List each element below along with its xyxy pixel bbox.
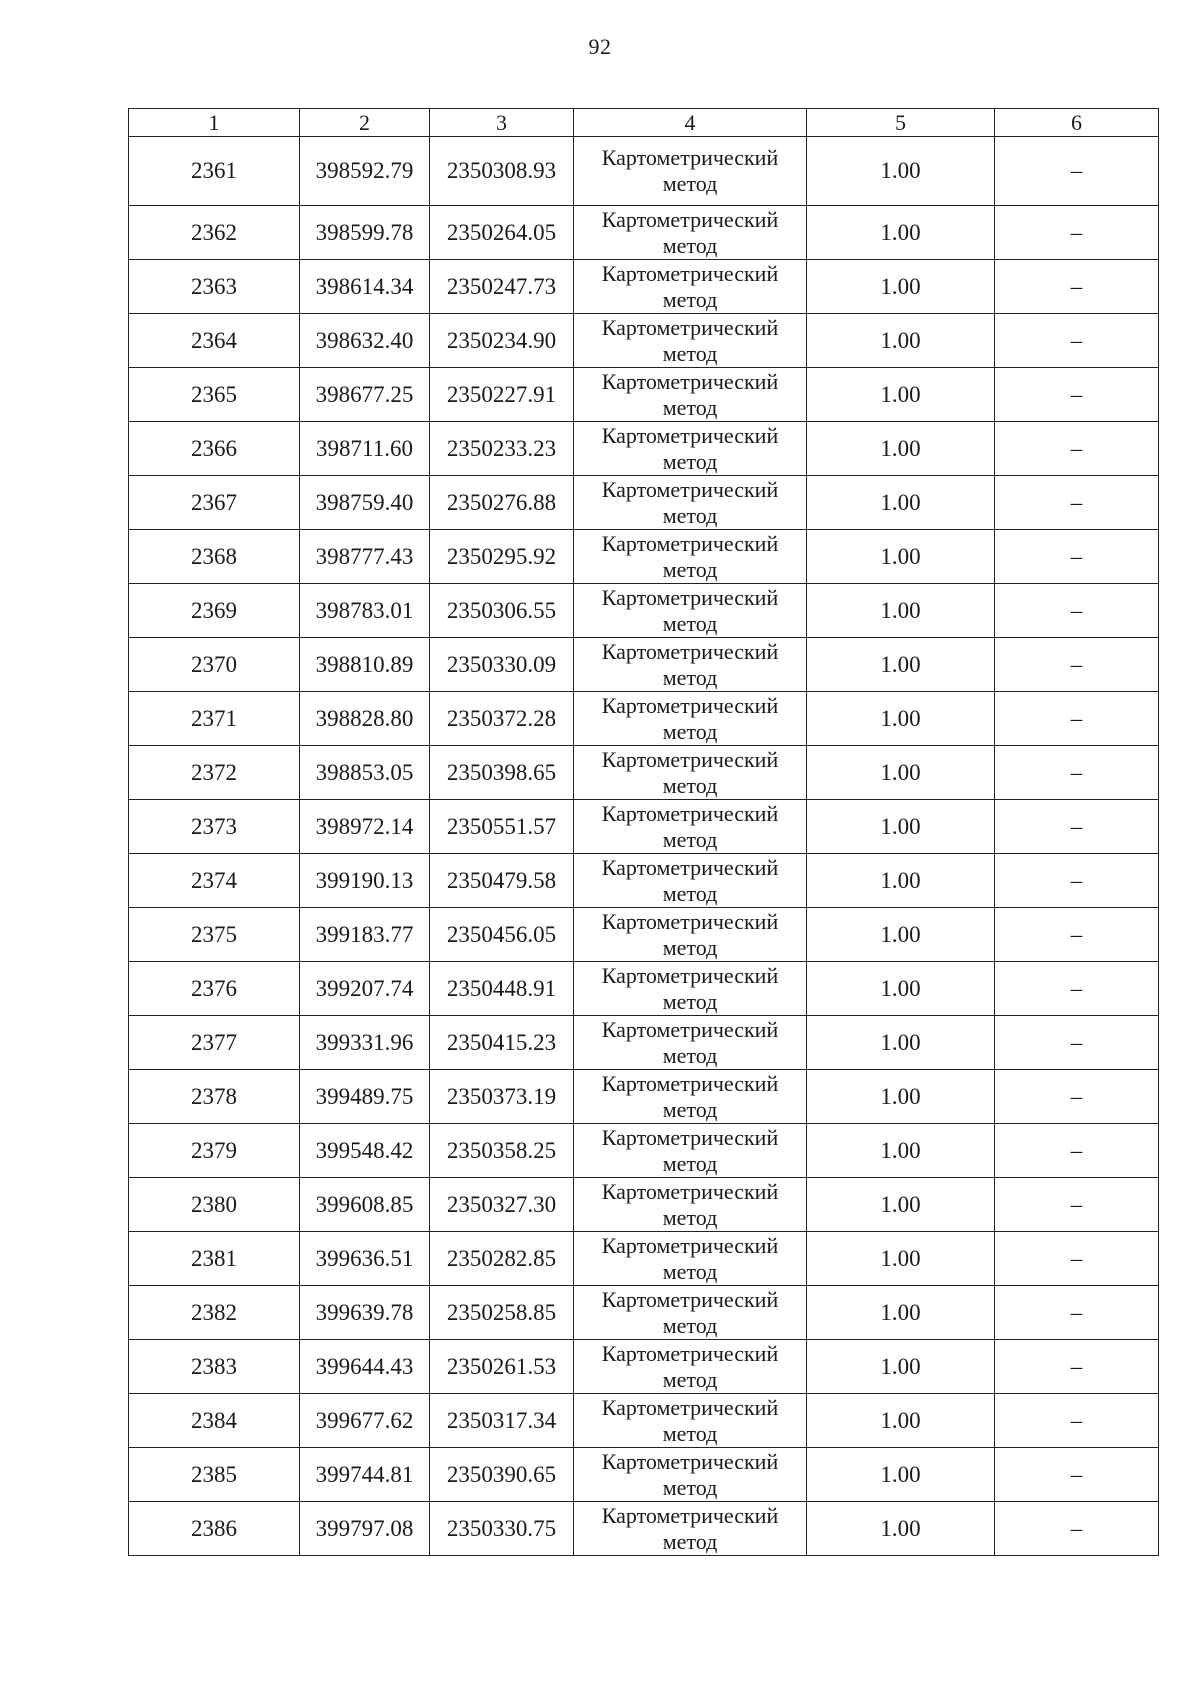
note-cell: – — [995, 1340, 1159, 1394]
method-line-1: Картометрический — [601, 962, 779, 988]
method-line-1: Картометрический — [601, 854, 779, 880]
accuracy-cell: 1.00 — [807, 260, 995, 314]
x-coordinate-cell: 399183.77 — [300, 908, 430, 962]
method-cell — [574, 260, 807, 314]
method-line-1: Картометрический — [601, 1178, 779, 1204]
method-cell — [574, 1448, 807, 1502]
note-cell: – — [995, 1070, 1159, 1124]
method-cell — [574, 962, 807, 1016]
table-row — [129, 1394, 1159, 1448]
x-coordinate-cell: 399489.75 — [300, 1070, 430, 1124]
method-cell — [574, 476, 807, 530]
method-line-1: Картометрический — [601, 368, 779, 394]
y-coordinate-cell: 2350295.92 — [430, 530, 574, 584]
table-row — [129, 1016, 1159, 1070]
point-number-cell: 2378 — [129, 1070, 300, 1124]
y-coordinate-cell: 2350456.05 — [430, 908, 574, 962]
y-coordinate-cell: 2350234.90 — [430, 314, 574, 368]
method-line-2: метод — [662, 1042, 718, 1068]
accuracy-cell: 1.00 — [807, 1394, 995, 1448]
y-coordinate-cell: 2350247.73 — [430, 260, 574, 314]
y-coordinate-cell: 2350448.91 — [430, 962, 574, 1016]
note-cell: – — [995, 314, 1159, 368]
method-line-2: метод — [662, 1204, 718, 1230]
x-coordinate-cell: 398972.14 — [300, 800, 430, 854]
x-coordinate-cell: 398777.43 — [300, 530, 430, 584]
method-line-1: Картометрический — [601, 314, 779, 340]
x-coordinate-cell: 398677.25 — [300, 368, 430, 422]
method-line-2: метод — [662, 1366, 718, 1392]
method-line-1: Картометрический — [601, 1340, 779, 1366]
coordinates-table — [128, 108, 1159, 1556]
table-row — [129, 746, 1159, 800]
method-line-1: Картометрический — [601, 1124, 779, 1150]
x-coordinate-cell: 399677.62 — [300, 1394, 430, 1448]
table-row — [129, 638, 1159, 692]
accuracy-cell: 1.00 — [807, 1016, 995, 1070]
table-row — [129, 1070, 1159, 1124]
method-line-1: Картометрический — [601, 1448, 779, 1474]
x-coordinate-cell: 399190.13 — [300, 854, 430, 908]
x-coordinate-cell: 399639.78 — [300, 1286, 430, 1340]
accuracy-cell: 1.00 — [807, 800, 995, 854]
accuracy-cell: 1.00 — [807, 692, 995, 746]
table-row — [129, 1502, 1159, 1556]
note-cell: – — [995, 692, 1159, 746]
point-number-cell: 2361 — [129, 137, 300, 206]
method-cell — [574, 1502, 807, 1556]
y-coordinate-cell: 2350479.58 — [430, 854, 574, 908]
method-cell — [574, 206, 807, 260]
method-line-1: Картометрический — [601, 746, 779, 772]
y-coordinate-cell: 2350282.85 — [430, 1232, 574, 1286]
y-coordinate-cell: 2350306.55 — [430, 584, 574, 638]
method-line-2: метод — [662, 1420, 718, 1446]
point-number-cell: 2372 — [129, 746, 300, 800]
point-number-cell: 2377 — [129, 1016, 300, 1070]
x-coordinate-cell: 398592.79 — [300, 137, 430, 206]
method-line-2: метод — [662, 664, 718, 690]
note-cell: – — [995, 206, 1159, 260]
method-line-2: метод — [662, 610, 718, 636]
accuracy-cell: 1.00 — [807, 314, 995, 368]
note-cell: – — [995, 746, 1159, 800]
method-line-1: Картометрический — [601, 476, 779, 502]
method-line-1: Картометрический — [601, 145, 779, 170]
method-line-1: Картометрический — [601, 1286, 779, 1312]
y-coordinate-cell: 2350373.19 — [430, 1070, 574, 1124]
accuracy-cell: 1.00 — [807, 476, 995, 530]
x-coordinate-cell: 399797.08 — [300, 1502, 430, 1556]
point-number-cell: 2386 — [129, 1502, 300, 1556]
method-line-2: метод — [662, 556, 718, 582]
method-cell — [574, 1178, 807, 1232]
table-row — [129, 800, 1159, 854]
method-cell — [574, 638, 807, 692]
method-line-2: метод — [662, 1096, 718, 1122]
method-line-1: Картометрический — [601, 908, 779, 934]
point-number-cell: 2368 — [129, 530, 300, 584]
method-cell — [574, 584, 807, 638]
header-col-5: 5 — [807, 109, 995, 137]
y-coordinate-cell: 2350358.25 — [430, 1124, 574, 1178]
table-row — [129, 422, 1159, 476]
method-line-2: метод — [662, 934, 718, 960]
note-cell: – — [995, 1448, 1159, 1502]
method-cell — [574, 1394, 807, 1448]
point-number-cell: 2371 — [129, 692, 300, 746]
table-row — [129, 1448, 1159, 1502]
note-cell: – — [995, 476, 1159, 530]
header-row — [129, 109, 1159, 137]
point-number-cell: 2369 — [129, 584, 300, 638]
accuracy-cell: 1.00 — [807, 638, 995, 692]
y-coordinate-cell: 2350233.23 — [430, 422, 574, 476]
method-cell — [574, 1124, 807, 1178]
table-row — [129, 1286, 1159, 1340]
method-line-1: Картометрический — [601, 1016, 779, 1042]
method-cell — [574, 854, 807, 908]
table-row — [129, 476, 1159, 530]
x-coordinate-cell: 398759.40 — [300, 476, 430, 530]
point-number-cell: 2362 — [129, 206, 300, 260]
y-coordinate-cell: 2350398.65 — [430, 746, 574, 800]
method-line-2: метод — [662, 340, 718, 366]
y-coordinate-cell: 2350261.53 — [430, 1340, 574, 1394]
method-line-2: метод — [662, 826, 718, 852]
accuracy-cell: 1.00 — [807, 1502, 995, 1556]
accuracy-cell: 1.00 — [807, 1448, 995, 1502]
point-number-cell: 2385 — [129, 1448, 300, 1502]
x-coordinate-cell: 398828.80 — [300, 692, 430, 746]
note-cell: – — [995, 530, 1159, 584]
method-line-1: Картометрический — [601, 800, 779, 826]
point-number-cell: 2384 — [129, 1394, 300, 1448]
method-cell — [574, 530, 807, 584]
table-body — [129, 137, 1159, 1556]
table-row — [129, 314, 1159, 368]
accuracy-cell: 1.00 — [807, 1340, 995, 1394]
y-coordinate-cell: 2350330.75 — [430, 1502, 574, 1556]
accuracy-cell: 1.00 — [807, 422, 995, 476]
x-coordinate-cell: 399207.74 — [300, 962, 430, 1016]
x-coordinate-cell: 399744.81 — [300, 1448, 430, 1502]
point-number-cell: 2380 — [129, 1178, 300, 1232]
accuracy-cell: 1.00 — [807, 1070, 995, 1124]
method-cell — [574, 908, 807, 962]
note-cell: – — [995, 368, 1159, 422]
point-number-cell: 2374 — [129, 854, 300, 908]
header-col-6: 6 — [995, 109, 1159, 137]
header-col-2: 2 — [300, 109, 430, 137]
method-line-1: Картометрический — [601, 530, 779, 556]
note-cell: – — [995, 422, 1159, 476]
accuracy-cell: 1.00 — [807, 368, 995, 422]
accuracy-cell: 1.00 — [807, 1232, 995, 1286]
note-cell: – — [995, 854, 1159, 908]
y-coordinate-cell: 2350390.65 — [430, 1448, 574, 1502]
x-coordinate-cell: 398599.78 — [300, 206, 430, 260]
page-number: 92 — [588, 34, 612, 59]
table-row — [129, 1340, 1159, 1394]
point-number-cell: 2365 — [129, 368, 300, 422]
method-cell — [574, 746, 807, 800]
note-cell: – — [995, 800, 1159, 854]
accuracy-cell: 1.00 — [807, 908, 995, 962]
method-line-1: Картометрический — [601, 584, 779, 610]
point-number-cell: 2383 — [129, 1340, 300, 1394]
note-cell: – — [995, 962, 1159, 1016]
note-cell: – — [995, 1232, 1159, 1286]
point-number-cell: 2363 — [129, 260, 300, 314]
accuracy-cell: 1.00 — [807, 1286, 995, 1340]
y-coordinate-cell: 2350372.28 — [430, 692, 574, 746]
x-coordinate-cell: 399608.85 — [300, 1178, 430, 1232]
y-coordinate-cell: 2350415.23 — [430, 1016, 574, 1070]
header-col-4: 4 — [574, 109, 807, 137]
note-cell: – — [995, 1016, 1159, 1070]
note-cell: – — [995, 1394, 1159, 1448]
note-cell: – — [995, 137, 1159, 206]
x-coordinate-cell: 399644.43 — [300, 1340, 430, 1394]
accuracy-cell: 1.00 — [807, 1124, 995, 1178]
table-row — [129, 1178, 1159, 1232]
method-line-1: Картометрический — [601, 206, 779, 232]
table-row — [129, 908, 1159, 962]
table-header — [129, 109, 1159, 137]
y-coordinate-cell: 2350308.93 — [430, 137, 574, 206]
y-coordinate-cell: 2350258.85 — [430, 1286, 574, 1340]
note-cell: – — [995, 584, 1159, 638]
method-line-2: метод — [662, 1474, 718, 1500]
accuracy-cell: 1.00 — [807, 137, 995, 206]
method-line-1: Картометрический — [601, 1232, 779, 1258]
table-row — [129, 854, 1159, 908]
method-line-1: Картометрический — [601, 1070, 779, 1096]
method-cell — [574, 422, 807, 476]
table-row — [129, 1124, 1159, 1178]
y-coordinate-cell: 2350327.30 — [430, 1178, 574, 1232]
point-number-cell: 2382 — [129, 1286, 300, 1340]
method-cell — [574, 1340, 807, 1394]
point-number-cell: 2379 — [129, 1124, 300, 1178]
method-line-2: метод — [662, 286, 718, 312]
table-row — [129, 692, 1159, 746]
method-line-1: Картометрический — [601, 260, 779, 286]
method-cell — [574, 1070, 807, 1124]
method-line-1: Картометрический — [601, 422, 779, 448]
method-line-2: метод — [662, 1258, 718, 1284]
accuracy-cell: 1.00 — [807, 584, 995, 638]
point-number-cell: 2367 — [129, 476, 300, 530]
method-line-2: метод — [662, 772, 718, 798]
point-number-cell: 2366 — [129, 422, 300, 476]
y-coordinate-cell: 2350264.05 — [430, 206, 574, 260]
table-row — [129, 260, 1159, 314]
x-coordinate-cell: 399548.42 — [300, 1124, 430, 1178]
header-col-3: 3 — [430, 109, 574, 137]
note-cell: – — [995, 1178, 1159, 1232]
table-row — [129, 530, 1159, 584]
method-line-2: метод — [662, 394, 718, 420]
method-line-2: метод — [662, 988, 718, 1014]
table-row — [129, 584, 1159, 638]
method-line-2: метод — [662, 448, 718, 474]
x-coordinate-cell: 398614.34 — [300, 260, 430, 314]
table-row — [129, 206, 1159, 260]
y-coordinate-cell: 2350330.09 — [430, 638, 574, 692]
y-coordinate-cell: 2350317.34 — [430, 1394, 574, 1448]
point-number-cell: 2375 — [129, 908, 300, 962]
method-cell — [574, 1232, 807, 1286]
header-col-1: 1 — [129, 109, 300, 137]
accuracy-cell: 1.00 — [807, 530, 995, 584]
x-coordinate-cell: 399636.51 — [300, 1232, 430, 1286]
method-cell — [574, 1016, 807, 1070]
note-cell: – — [995, 908, 1159, 962]
x-coordinate-cell: 398853.05 — [300, 746, 430, 800]
method-cell — [574, 692, 807, 746]
method-line-2: метод — [662, 502, 718, 528]
accuracy-cell: 1.00 — [807, 206, 995, 260]
x-coordinate-cell: 398783.01 — [300, 584, 430, 638]
point-number-cell: 2373 — [129, 800, 300, 854]
method-cell — [574, 314, 807, 368]
method-line-2: метод — [662, 232, 718, 258]
method-line-2: метод — [662, 171, 718, 196]
method-line-2: метод — [662, 880, 718, 906]
accuracy-cell: 1.00 — [807, 1178, 995, 1232]
method-line-2: метод — [662, 718, 718, 744]
point-number-cell: 2381 — [129, 1232, 300, 1286]
x-coordinate-cell: 398711.60 — [300, 422, 430, 476]
method-cell — [574, 368, 807, 422]
point-number-cell: 2370 — [129, 638, 300, 692]
note-cell: – — [995, 638, 1159, 692]
note-cell: – — [995, 1124, 1159, 1178]
y-coordinate-cell: 2350551.57 — [430, 800, 574, 854]
table-row — [129, 137, 1159, 206]
note-cell: – — [995, 260, 1159, 314]
method-cell — [574, 1286, 807, 1340]
method-line-1: Картометрический — [601, 1502, 779, 1528]
x-coordinate-cell: 398632.40 — [300, 314, 430, 368]
note-cell: – — [995, 1502, 1159, 1556]
method-line-1: Картометрический — [601, 1394, 779, 1420]
table-row — [129, 1232, 1159, 1286]
method-line-1: Картометрический — [601, 638, 779, 664]
method-line-2: метод — [662, 1312, 718, 1338]
y-coordinate-cell: 2350276.88 — [430, 476, 574, 530]
point-number-cell: 2376 — [129, 962, 300, 1016]
method-line-2: метод — [662, 1150, 718, 1176]
accuracy-cell: 1.00 — [807, 854, 995, 908]
x-coordinate-cell: 399331.96 — [300, 1016, 430, 1070]
table-row — [129, 962, 1159, 1016]
note-cell: – — [995, 1286, 1159, 1340]
method-line-2: метод — [662, 1528, 718, 1554]
method-cell — [574, 137, 807, 206]
point-number-cell: 2364 — [129, 314, 300, 368]
method-cell — [574, 800, 807, 854]
y-coordinate-cell: 2350227.91 — [430, 368, 574, 422]
accuracy-cell: 1.00 — [807, 746, 995, 800]
table-row — [129, 368, 1159, 422]
x-coordinate-cell: 398810.89 — [300, 638, 430, 692]
method-line-1: Картометрический — [601, 692, 779, 718]
accuracy-cell: 1.00 — [807, 962, 995, 1016]
